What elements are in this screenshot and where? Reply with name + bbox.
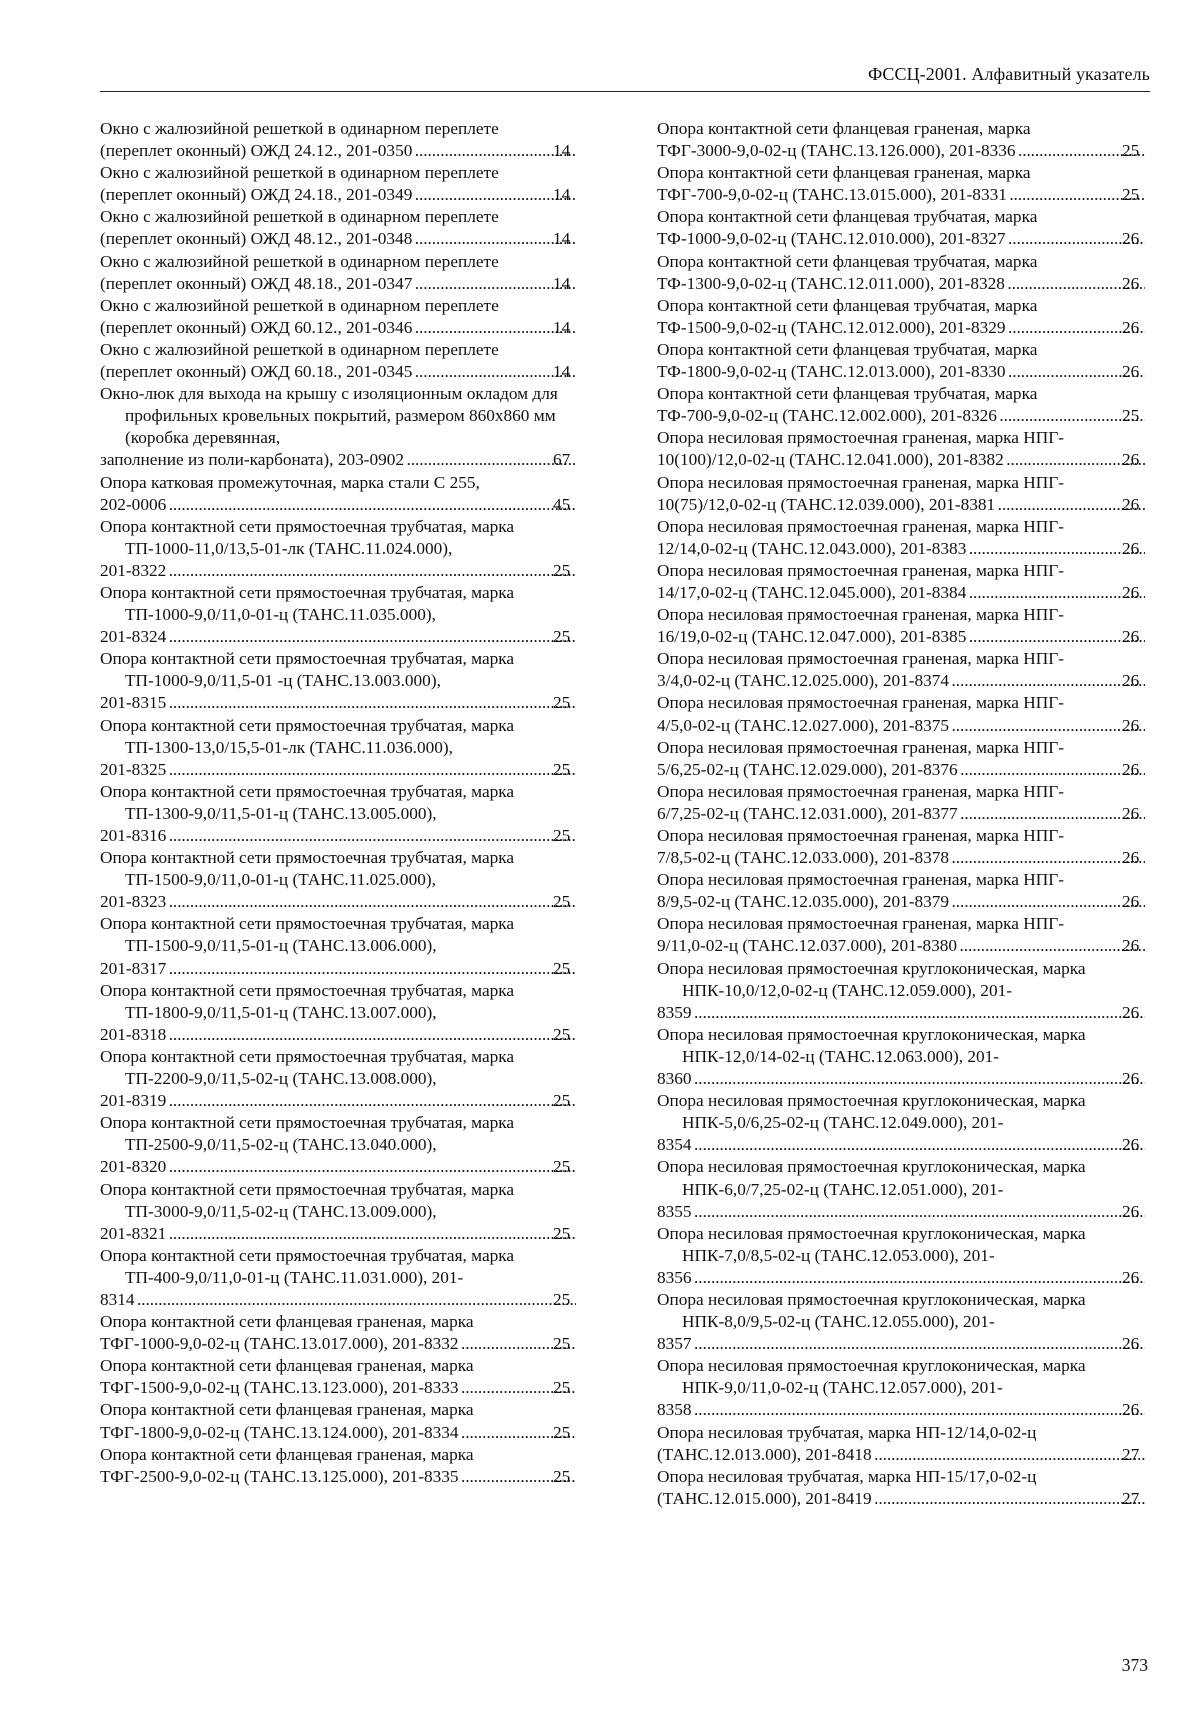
index-entry-last-text: 8314 [100,1289,135,1309]
index-entry-last-text: 12/14,0-02-ц (ТАНС.12.043.000), 201-8383 [657,538,967,558]
index-entry-last-text: (переплет оконный) ОЖД 24.12., 201-0350 [100,141,413,161]
dot-leader [168,1090,576,1112]
index-entry-last-text: (переплет оконный) ОЖД 24.18., 201-0349 [100,185,413,205]
dot-leader [168,692,576,714]
index-entry-text: Опора контактной сети фланцевая граненая, марка [100,1400,474,1420]
index-entry-last-line: 201-8321 . . . 25 [125,1223,578,1245]
index-entry-last-line: ТФГ-1500-9,0-02-ц (ТАНС.13.123.000), 201-8333 . . . 25 [125,1377,578,1399]
index-entry-text: Опора контактной сети фланцевая граненая, марка [657,119,1031,138]
dot-leader [168,494,576,516]
index-entry-text: Опора несиловая прямостоечная круглоконическая, марка НПК-9,0/11,0-02-ц (ТАНС.12.057.000), 201- [657,1356,1086,1398]
index-entry-text: Опора несиловая прямостоечная круглоконическая, марка НПК-6,0/7,25-02-ц (ТАНС.12.051.000), 201- [657,1157,1086,1199]
index-entry-last-text: 201-8320 [100,1157,167,1177]
index-entry [100,472,578,516]
index-entry-last-line: (переплет оконный) ОЖД 48.12., 201-0348 . . . 14 [125,228,578,250]
index-entry [657,781,1147,825]
index-entry [657,1090,1147,1156]
index-entry-last-text: 6/7,25-02-ц (ТАНС.12.031.000), 201-8377 [657,803,958,823]
dot-leader [951,715,1145,737]
index-entry [657,604,1147,648]
index-entry-text: Опора контактной сети фланцевая трубчатая, марка [657,339,1038,359]
index-entry-last-line: 16/19,0-02-ц (ТАНС.12.047.000), 201-8385 . . . 26 [682,626,1147,648]
index-entry-last-text: 201-8324 [100,627,167,647]
header-title: ФССЦ-2001. Алфавитный указатель [868,64,1150,84]
dot-leader [168,825,576,847]
index-entry-text: Опора несиловая трубчатая, марка НП-12/14,0-02-ц [657,1422,1037,1442]
index-entry [657,339,1147,383]
index-entry-last-text: 8355 [657,1201,692,1221]
dot-leader [968,538,1145,560]
index-entry-text: Опора несиловая прямостоечная граненая, марка НПГ- [657,605,1064,625]
index-entry-text: Опора несиловая прямостоечная граненая, марка НПГ- [657,428,1064,448]
index-entry-text: Опора контактной сети фланцевая трубчатая, марка [657,251,1038,271]
index-entry [657,737,1147,781]
index-entry-text: Окно с жалюзийной решеткой в одинарном переплете [100,119,499,138]
index-entry-last-text: ТФГ-1500-9,0-02-ц (ТАНС.13.123.000), 201-8333 [100,1378,459,1398]
index-entry [100,1444,578,1488]
index-entry-last-text: 201-8323 [100,892,167,912]
dot-leader [414,228,576,250]
index-entry-last-text: ТФ-1000-9,0-02-ц (ТАНС.12.010.000), 201-8327 [657,229,1006,249]
index-entry-last-line: ТФ-1500-9,0-02-ц (ТАНС.12.012.000), 201-8329 . . . 26 [682,317,1147,339]
index-entry-last-text: 4/5,0-02-ц (ТАНС.12.027.000), 201-8375 [657,715,950,735]
index-entry-text: Опора контактной сети прямостоечная трубчатая, марка ТП-1500-9,0/11,5-01-ц (ТАНС.13.006.000), [100,914,515,956]
index-entry [657,1223,1147,1289]
index-entry [657,383,1147,427]
index-entry-last-line: 4/5,0-02-ц (ТАНС.12.027.000), 201-8375 . . . 26 [682,715,1147,737]
index-entry-last-line: ТФГ-3000-9,0-02-ц (ТАНС.13.126.000), 201-8336 . . . 25 [682,140,1147,162]
index-entry-text: Опора контактной сети прямостоечная трубчатая, марка ТП-1000-9,0/11,0-01-ц (ТАНС.11.035.000), [100,582,515,625]
index-entry-text: Опора несиловая прямостоечная граненая, марка НПГ- [657,781,1064,801]
index-entry-last-text: 3/4,0-02-ц (ТАНС.12.025.000), 201-8374 [657,671,950,691]
index-entry [100,516,578,582]
index-column-left [100,118,578,1488]
index-entry-last-line: 9/11,0-02-ц (ТАНС.12.037.000), 201-8380 . . . 26 [682,935,1147,957]
index-entry [657,692,1147,736]
dot-leader [137,1289,576,1311]
index-entry-last-line: 8358 . . . 26 [682,1399,1147,1421]
index-entry [100,1179,578,1245]
index-entry-last-text: 8354 [657,1135,692,1155]
index-entry-last-text: 201-8322 [100,560,167,580]
index-entry [100,339,578,383]
index-entry-text: Опора контактной сети прямостоечная трубчатая, марка ТП-1800-9,0/11,5-01-ц (ТАНС.13.007.000), [100,980,515,1022]
index-entry [100,781,578,847]
index-entry-last-text: 201-8325 [100,759,167,779]
index-entry [100,118,578,162]
index-entry-text: Окно с жалюзийной решеткой в одинарном переплете [100,163,499,183]
index-entry [657,516,1147,560]
dot-leader [960,803,1145,825]
index-entry [657,560,1147,604]
index-entry-text: Опора несиловая прямостоечная граненая, марка НПГ- [657,516,1064,536]
index-entry-last-text: (переплет оконный) ОЖД 60.18., 201-0345 [100,362,413,382]
index-entry [657,427,1147,471]
index-entry-last-text: 202-0006 [100,494,167,514]
index-entry-last-text: 16/19,0-02-ц (ТАНС.12.047.000), 201-8385 [657,627,967,647]
dot-leader [694,1002,1145,1024]
index-entry-text: Опора несиловая прямостоечная граненая, марка НПГ- [657,649,1064,669]
index-entry-last-text: ТФ-1800-9,0-02-ц (ТАНС.12.013.000), 201-8330 [657,362,1006,382]
dot-leader [694,1068,1145,1090]
running-header [100,62,1150,90]
index-entry [657,206,1147,250]
index-entry-last-line: ТФ-1300-9,0-02-ц (ТАНС.12.011.000), 201-8328 . . . 26 [682,273,1147,295]
index-entry [657,869,1147,913]
index-entry [100,1112,578,1178]
index-entry-last-line: ТФ-700-9,0-02-ц (ТАНС.12.002.000), 201-8326 . . . 25 [682,405,1147,427]
dot-leader [168,1156,576,1178]
index-entry-last-line: (переплет оконный) ОЖД 24.12., 201-0350 . . . 14 [125,140,578,162]
index-entry [100,582,578,648]
index-entry-text: Опора контактной сети фланцевая трубчатая, марка [657,384,1038,404]
index-entry [100,980,578,1046]
dot-leader [168,1024,576,1046]
index-entry-last-line: 8360 . . . 26 [682,1068,1147,1090]
index-entry-last-line: 8/9,5-02-ц (ТАНС.12.035.000), 201-8379 . . . 26 [682,891,1147,913]
index-entry-last-line: (переплет оконный) ОЖД 60.12., 201-0346 . . . 14 [125,317,578,339]
dot-leader [414,273,576,295]
index-entry-text: Опора несиловая прямостоечная граненая, марка НПГ- [657,870,1064,890]
index-entry-last-text: ТФ-1500-9,0-02-ц (ТАНС.12.012.000), 201-8329 [657,317,1006,337]
index-entry [100,1245,578,1311]
index-entry-last-line: ТФГ-2500-9,0-02-ц (ТАНС.13.125.000), 201-8335 . . . 25 [125,1466,578,1488]
index-entry-text: Опора контактной сети фланцевая граненая, марка [100,1444,474,1464]
index-entry [100,162,578,206]
index-entry-last-line: 8354 . . . 26 [682,1134,1147,1156]
dot-leader [414,184,576,206]
index-entry-last-line: 201-8322 . . . 25 [125,560,578,582]
index-entry-text: Опора контактной сети прямостоечная трубчатая, марка ТП-1300-13,0/15,5-01-лк (ТАНС.11.036.000), [100,715,515,757]
index-entry [100,648,578,714]
index-entry-last-text: 9/11,0-02-ц (ТАНС.12.037.000), 201-8380 [657,936,958,956]
index-column-right [657,118,1147,1510]
index-entry-last-text: 8357 [657,1334,692,1354]
index-entry-last-text: ТФГ-3000-9,0-02-ц (ТАНС.13.126.000), 201-8336 [657,141,1016,161]
dot-leader [414,140,576,162]
index-entry-last-text: ТФ-1300-9,0-02-ц (ТАНС.12.011.000), 201-8328 [657,273,1005,293]
index-entry-last-line: ТФ-1000-9,0-02-ц (ТАНС.12.010.000), 201-8327 . . . 26 [682,228,1147,250]
index-entry-text: Опора несиловая прямостоечная граненая, марка НПГ- [657,693,1064,713]
dot-leader [694,1333,1145,1355]
index-entry-text: Опора несиловая трубчатая, марка НП-15/17,0-02-ц [657,1466,1037,1486]
index-entry-last-text: 8359 [657,1002,692,1022]
index-entry-text: Опора контактной сети прямостоечная трубчатая, марка ТП-1000-11,0/13,5-01-лк (ТАНС.11.024.000), [100,516,515,558]
dot-leader [951,891,1145,913]
index-entry-last-text: 8/9,5-02-ц (ТАНС.12.035.000), 201-8379 [657,892,950,912]
dot-leader [968,582,1145,604]
index-entry-text: Опора контактной сети прямостоечная трубчатая, марка ТП-400-9,0/11,0-01-ц (ТАНС.11.031.000), 201- [100,1245,515,1287]
index-entry [657,1024,1147,1090]
index-entry-last-line: 8314 . . . 25 [125,1289,578,1311]
index-entry-last-line: 201-8320 . . . 25 [125,1156,578,1178]
dot-leader [406,449,576,471]
dot-leader [694,1134,1145,1156]
index-entry-text: Опора контактной сети фланцевая трубчатая, марка [657,207,1038,227]
dot-leader [168,560,576,582]
index-entry-last-text: 201-8318 [100,1024,167,1044]
index-entry-last-line: 14/17,0-02-ц (ТАНС.12.045.000), 201-8384 . . . 26 [682,582,1147,604]
index-entry [100,1355,578,1399]
dot-leader [414,361,576,383]
index-entry [657,913,1147,957]
index-entry-last-text: 7/8,5-02-ц (ТАНС.12.033.000), 201-8378 [657,848,950,868]
index-entry-last-line: 8359 . . . 26 [682,1002,1147,1024]
index-entry-text: Опора контактной сети прямостоечная трубчатая, марка ТП-1000-9,0/11,5-01 -ц (ТАНС.13.003.000), [100,649,515,691]
dot-leader [874,1488,1145,1510]
index-entry-text: Опора контактной сети прямостоечная трубчатая, марка ТП-1500-9,0/11,0-01-ц (ТАНС.11.025.000), [100,848,515,890]
index-entry-last-line: ТФ-1800-9,0-02-ц (ТАНС.12.013.000), 201-8330 . . . 26 [682,361,1147,383]
index-entry-text: Опора контактной сети прямостоечная трубчатая, марка ТП-2500-9,0/11,5-02-ц (ТАНС.13.040.000), [100,1113,515,1155]
index-entry-text: Опора контактной сети фланцевая трубчатая, марка [657,295,1038,315]
index-entry-text: Опора несиловая прямостоечная круглоконическая, марка НПК-5,0/6,25-02-ц (ТАНС.12.049.000), 201- [657,1091,1086,1133]
index-entry-text: Окно-люк для выхода на крышу с изоляционным окладом для профильных кровельных покрытий, размером 860х860 мм (коробка деревянная, [100,384,558,448]
index-entry-last-line: 5/6,25-02-ц (ТАНС.12.029.000), 201-8376 . . . 26 [682,759,1147,781]
index-entry [657,472,1147,516]
index-entry-last-text: 201-8316 [100,826,167,845]
index-entry-text: Опора контактной сети прямостоечная трубчатая, марка ТП-2200-9,0/11,5-02-ц (ТАНС.13.008.000), [100,1046,515,1089]
dot-leader [168,1223,576,1245]
index-entry-last-line: ТФГ-700-9,0-02-ц (ТАНС.13.015.000), 201-8331 . . . 25 [682,184,1147,206]
index-entry [657,1466,1147,1510]
index-entry-last-text: 5/6,25-02-ц (ТАНС.12.029.000), 201-8376 [657,759,958,779]
index-entry [100,1311,578,1355]
header-rule [100,91,1150,92]
index-entry-last-line: (переплет оконный) ОЖД 60.18., 201-0345 . . . 14 [125,361,578,383]
index-entry-last-line: 201-8316 . . . 25 [125,825,578,847]
index-entry-last-line: (ТАНС.12.013.000), 201-8418 . . . 27 [682,1444,1147,1466]
dot-leader [874,1444,1145,1466]
dot-leader [959,935,1145,957]
index-entry-text: Опора контактной сети фланцевая граненая, марка [100,1356,474,1376]
index-entry-last-line: 201-8315 . . . 25 [125,692,578,714]
dot-leader [168,759,576,781]
index-entry [100,913,578,979]
index-entry-text: Опора несиловая прямостоечная круглоконическая, марка НПК-7,0/8,5-02-ц (ТАНС.12.053.000), 201- [657,1223,1086,1265]
index-entry-last-line: 3/4,0-02-ц (ТАНС.12.025.000), 201-8374 . . . 26 [682,670,1147,692]
index-entry-last-text: (ТАНС.12.013.000), 201-8418 [657,1444,872,1464]
index-entry-text: Окно с жалюзийной решеткой в одинарном переплете [100,295,499,315]
dot-leader [694,1267,1145,1289]
index-entry [100,715,578,781]
index-entry-last-text: 10(75)/12,0-02-ц (ТАНС.12.039.000), 201-8381 [657,494,996,514]
index-entry-last-text: (ТАНС.12.015.000), 201-8419 [657,1488,872,1508]
index-entry-last-text: 8356 [657,1267,692,1287]
index-entry-last-text: 201-8315 [100,693,167,713]
index-entry-last-text: 14/17,0-02-ц (ТАНС.12.045.000), 201-8384 [657,582,967,602]
index-entry-text: Опора несиловая прямостоечная граненая, марка НПГ- [657,560,1064,580]
index-entry [657,825,1147,869]
index-entry-last-text: ТФГ-1800-9,0-02-ц (ТАНС.13.124.000), 201-8334 [100,1422,459,1442]
index-entry [657,1289,1147,1355]
index-entry-last-text: 8360 [657,1069,692,1089]
index-entry-last-text: (переплет оконный) ОЖД 48.18., 201-0347 [100,273,413,293]
dot-leader [694,1399,1145,1421]
index-entry-text: Опора несиловая прямостоечная граненая, марка НПГ- [657,472,1064,492]
index-entry [100,383,578,471]
index-entry-last-text: (переплет оконный) ОЖД 60.12., 201-0346 [100,317,413,337]
index-entry [100,251,578,295]
index-entry-last-line: 8356 . . . 26 [682,1267,1147,1289]
dot-leader [168,891,576,913]
index-entry-last-line: 7/8,5-02-ц (ТАНС.12.033.000), 201-8378 . . . 26 [682,847,1147,869]
index-entry [657,162,1147,206]
index-entry-text: Опора несиловая прямостоечная круглоконическая, марка НПК-8,0/9,5-02-ц (ТАНС.12.055.000), 201- [657,1289,1086,1332]
index-entry-last-line: 6/7,25-02-ц (ТАНС.12.031.000), 201-8377 . . . 26 [682,803,1147,825]
index-entry-last-line: 10(75)/12,0-02-ц (ТАНС.12.039.000), 201-8381 . . . 26 [682,494,1147,516]
index-entry-text: Окно с жалюзийной решеткой в одинарном переплете [100,251,499,271]
index-entry-last-text: 10(100)/12,0-02-ц (ТАНС.12.041.000), 201-8382 [657,450,1004,470]
index-entry-last-text: 201-8319 [100,1091,167,1111]
index-entry [657,1422,1147,1466]
index-entry-text: Опора несиловая прямостоечная граненая, марка НПГ- [657,826,1064,845]
index-entry [657,648,1147,692]
index-entry-last-text: заполнение из поли-карбоната), 203-0902 [100,450,405,470]
index-entry-text: Опора контактной сети прямостоечная трубчатая, марка ТП-3000-9,0/11,5-02-ц (ТАНС.13.009.000), [100,1179,515,1221]
page-number: 373 [1121,1655,1148,1675]
index-entry [100,847,578,913]
index-entry-last-line: 201-8318 . . . 25 [125,1024,578,1046]
index-entry-last-line: (ТАНС.12.015.000), 201-8419 . . . 27 [682,1488,1147,1510]
index-entry-text: Опора несиловая прямостоечная граненая, марка НПГ- [657,914,1064,934]
index-entry [657,118,1147,162]
index-entry-last-text: 8358 [657,1400,692,1420]
index-entry [100,295,578,339]
index-entry-last-line: 10(100)/12,0-02-ц (ТАНС.12.041.000), 201-8382 . . . 26 [682,449,1147,471]
index-entry-last-text: ТФГ-700-9,0-02-ц (ТАНС.13.015.000), 201-8331 [657,185,1007,205]
index-entry-text: Опора контактной сети фланцевая граненая, марка [100,1312,474,1332]
index-entry [657,251,1147,295]
index-entry-text: Опора контактной сети прямостоечная трубчатая, марка ТП-1300-9,0/11,5-01-ц (ТАНС.13.005.000), [100,781,515,823]
index-entry-last-text: 201-8321 [100,1223,167,1243]
index-entry-text: Опора несиловая прямостоечная круглоконическая, марка НПК-10,0/12,0-02-ц (ТАНС.12.059.000), 201- [657,958,1086,1000]
index-entry-last-line: 201-8317 . . . 25 [125,958,578,980]
dot-leader [968,626,1145,648]
index-entry-last-line: ТФГ-1000-9,0-02-ц (ТАНС.13.017.000), 201-8332 . . . 25 [125,1333,578,1355]
index-entry [657,958,1147,1024]
index-entry [657,1355,1147,1421]
index-entry [657,295,1147,339]
index-entry [100,1399,578,1443]
index-entry [100,1046,578,1112]
index-entry-last-line: 202-0006 . . . 45 [125,494,578,516]
index-entry-last-line: 201-8323 . . . 25 [125,891,578,913]
index-entry-last-line: 8357 . . . 26 [682,1333,1147,1355]
index-entry-last-line: (переплет оконный) ОЖД 48.18., 201-0347 . . . 14 [125,273,578,295]
dot-leader [960,759,1145,781]
index-entry-text: Опора контактной сети фланцевая граненая, марка [657,163,1031,183]
dot-leader [951,670,1145,692]
index-entry-last-text: ТФГ-2500-9,0-02-ц (ТАНС.13.125.000), 201-8335 [100,1466,459,1486]
index-entry-text: Окно с жалюзийной решеткой в одинарном переплете [100,207,499,227]
index-entry-last-text: 201-8317 [100,958,167,978]
dot-leader [168,958,576,980]
dot-leader [168,626,576,648]
index-entry-text: Опора несиловая прямостоечная круглоконическая, марка НПК-12,0/14-02-ц (ТАНС.12.063.000), 201- [657,1024,1086,1066]
index-entry-text: Опора катковая промежуточная, марка стали С 255, [100,472,480,492]
index-entry-text: Окно с жалюзийной решеткой в одинарном переплете [100,339,499,359]
index-entry-last-text: ТФГ-1000-9,0-02-ц (ТАНС.13.017.000), 201-8332 [100,1334,459,1354]
index-entry-last-line: 201-8319 . . . 25 [125,1090,578,1112]
index-entry-last-line: 12/14,0-02-ц (ТАНС.12.043.000), 201-8383 . . . 26 [682,538,1147,560]
index-entry [657,1156,1147,1222]
dot-leader [951,847,1145,869]
index-entry-text: Опора несиловая прямостоечная граненая, марка НПГ- [657,737,1064,757]
index-entry [100,206,578,250]
index-entry-last-text: (переплет оконный) ОЖД 48.12., 201-0348 [100,229,413,249]
index-entry-last-text: ТФ-700-9,0-02-ц (ТАНС.12.002.000), 201-8326 [657,406,997,426]
index-entry-last-line: 8355 . . . 26 [682,1201,1147,1223]
index-entry-last-line: заполнение из поли-карбоната), 203-0902 . . . 67 [125,449,578,471]
dot-leader [694,1201,1145,1223]
index-entry-last-line: 201-8325 . . . 25 [125,759,578,781]
index-entry-last-line: (переплет оконный) ОЖД 24.18., 201-0349 . . . 14 [125,184,578,206]
index-entry-last-line: ТФГ-1800-9,0-02-ц (ТАНС.13.124.000), 201-8334 . . . 25 [125,1422,578,1444]
index-entry-last-line: 201-8324 . . . 25 [125,626,578,648]
dot-leader [414,317,576,339]
